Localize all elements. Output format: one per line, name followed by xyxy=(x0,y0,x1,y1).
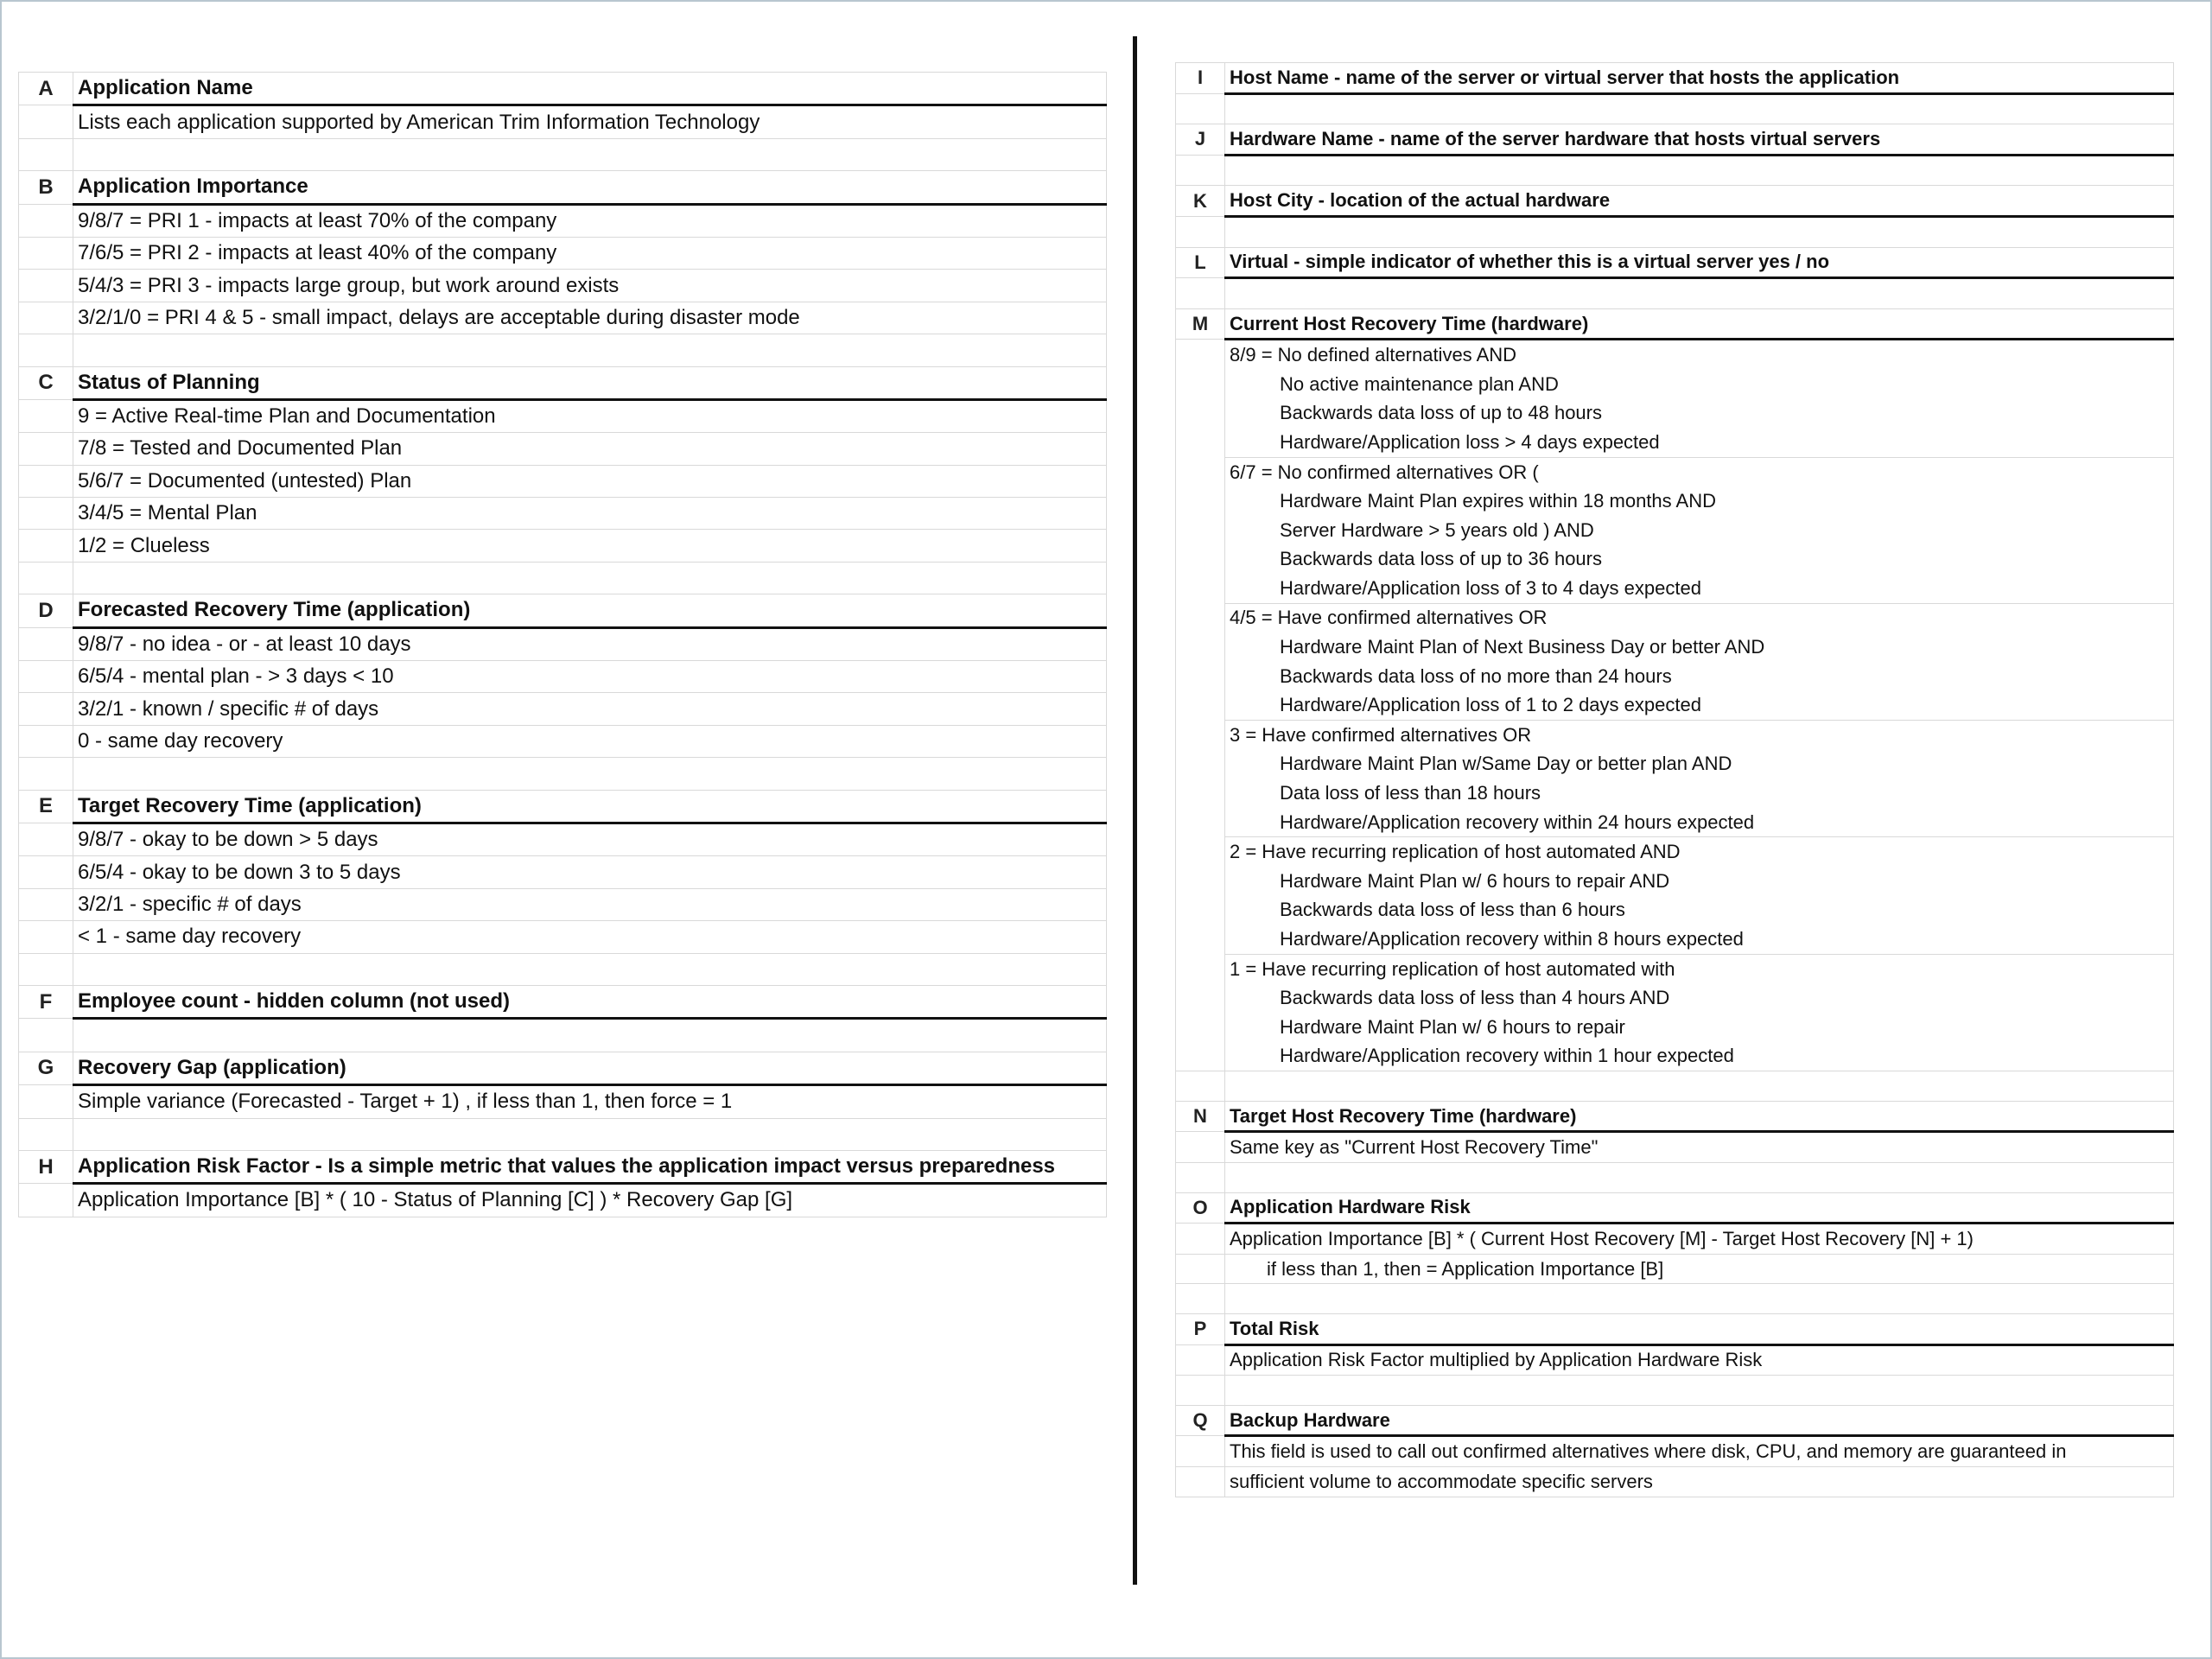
recovery-key-row xyxy=(1176,545,2174,575)
recovery-key-text: Hardware/Application recovery within 8 hours expected xyxy=(1225,925,2174,954)
description-row xyxy=(19,105,1107,138)
section-title: Application Importance xyxy=(73,171,1107,204)
recovery-key-text: Backwards data loss of no more than 24 hours xyxy=(1225,662,2174,691)
blank-row xyxy=(19,1118,1107,1150)
recovery-key-row xyxy=(1176,457,2174,486)
recovery-key-text: 8/9 = No defined alternatives AND xyxy=(1225,340,2174,370)
description-row xyxy=(19,921,1107,953)
blank-row xyxy=(19,562,1107,594)
blank-row xyxy=(19,334,1107,366)
section-title: Target Host Recovery Time (hardware) xyxy=(1225,1101,2174,1132)
description-row xyxy=(19,530,1107,562)
recovery-key-row xyxy=(1176,954,2174,983)
recovery-key-text: Server Hardware > 5 years old ) AND xyxy=(1225,516,2174,545)
description-text: 6/5/4 - okay to be down 3 to 5 days xyxy=(73,856,1107,888)
blank-row xyxy=(1176,93,2174,124)
recovery-key-text: 6/7 = No confirmed alternatives OR ( xyxy=(1225,457,2174,486)
section-letter: H xyxy=(19,1150,73,1183)
description-row xyxy=(1176,1132,2174,1163)
section-header-row xyxy=(1176,1192,2174,1224)
description-text: 9/8/7 = PRI 1 - impacts at least 70% of the company xyxy=(73,204,1107,237)
description-row xyxy=(19,302,1107,334)
blank-row xyxy=(1176,216,2174,247)
section-header-row xyxy=(1176,1101,2174,1132)
section-letter: B xyxy=(19,171,73,204)
section-header-row xyxy=(19,73,1107,105)
recovery-key-row xyxy=(1176,370,2174,399)
description-row xyxy=(1176,1224,2174,1255)
description-row xyxy=(19,204,1107,237)
section-letter: G xyxy=(19,1052,73,1084)
section-title: Hardware Name - name of the server hardware that hosts virtual servers xyxy=(1225,124,2174,156)
section-title: Application Risk Factor - Is a simple metric that values the application impact versus preparedness xyxy=(73,1150,1107,1183)
description-text: 3/2/1 - known / specific # of days xyxy=(73,693,1107,725)
description-row xyxy=(19,888,1107,920)
section-title: Backup Hardware xyxy=(1225,1405,2174,1436)
description-row xyxy=(19,856,1107,888)
left-legend-table xyxy=(18,72,1107,1217)
description-text: Application Importance [B] * ( 10 - Status of Planning [C] ) * Recovery Gap [G] xyxy=(73,1184,1107,1217)
blank-row xyxy=(19,953,1107,985)
section-title: Virtual - simple indicator of whether this is a virtual server yes / no xyxy=(1225,247,2174,278)
recovery-key-row xyxy=(1176,1042,2174,1071)
description-text: 7/6/5 = PRI 2 - impacts at least 40% of the company xyxy=(73,237,1107,269)
description-row xyxy=(19,237,1107,269)
recovery-key-row xyxy=(1176,750,2174,779)
description-text: 6/5/4 - mental plan - > 3 days < 10 xyxy=(73,661,1107,693)
recovery-key-row xyxy=(1176,1013,2174,1042)
recovery-key-row xyxy=(1176,983,2174,1013)
section-title: Status of Planning xyxy=(73,366,1107,399)
recovery-key-row xyxy=(1176,721,2174,750)
recovery-key-row xyxy=(1176,808,2174,837)
blank-row xyxy=(19,758,1107,790)
description-row xyxy=(19,498,1107,530)
section-letter: K xyxy=(1176,186,1225,217)
description-text: 9 = Active Real-time Plan and Documentation xyxy=(73,399,1107,432)
section-header-row xyxy=(1176,63,2174,94)
description-row xyxy=(19,433,1107,465)
recovery-key-text: Hardware/Application loss of 3 to 4 days expected xyxy=(1225,574,2174,603)
blank-row xyxy=(1176,155,2174,186)
blank-row xyxy=(19,138,1107,170)
blank-row xyxy=(1176,1162,2174,1192)
section-title: Host City - location of the actual hardware xyxy=(1225,186,2174,217)
recovery-key-text: Hardware/Application loss > 4 days expected xyxy=(1225,428,2174,457)
description-row xyxy=(1176,1436,2174,1467)
right-legend-table xyxy=(1175,62,2174,1497)
recovery-key-text: Backwards data loss of less than 6 hours xyxy=(1225,896,2174,925)
description-row xyxy=(1176,1254,2174,1284)
recovery-key-text: Backwards data loss of less than 4 hours AND xyxy=(1225,983,2174,1013)
description-text: Simple variance (Forecasted - Target + 1) , if less than 1, then force = 1 xyxy=(73,1085,1107,1118)
recovery-key-row xyxy=(1176,662,2174,691)
description-row xyxy=(19,627,1107,660)
section-header-row xyxy=(1176,1405,2174,1436)
recovery-key-row xyxy=(1176,837,2174,867)
section-header-row xyxy=(1176,186,2174,217)
section-header-row xyxy=(19,1052,1107,1084)
section-header-row xyxy=(19,790,1107,823)
section-letter: I xyxy=(1176,63,1225,94)
section-title: Host Name - name of the server or virtual server that hosts the application xyxy=(1225,63,2174,94)
recovery-key-text: Backwards data loss of up to 36 hours xyxy=(1225,545,2174,575)
description-row xyxy=(19,725,1107,757)
recovery-key-text: Hardware Maint Plan expires within 18 months AND xyxy=(1225,486,2174,516)
recovery-key-text: Hardware Maint Plan w/ 6 hours to repair AND xyxy=(1225,867,2174,896)
description-text: 5/6/7 = Documented (untested) Plan xyxy=(73,465,1107,497)
recovery-key-row xyxy=(1176,603,2174,632)
description-text: 3/2/1/0 = PRI 4 & 5 - small impact, delays are acceptable during disaster mode xyxy=(73,302,1107,334)
recovery-key-row xyxy=(1176,516,2174,545)
section-header-row xyxy=(1176,247,2174,278)
description-row xyxy=(19,823,1107,855)
recovery-key-row xyxy=(1176,486,2174,516)
section-header-row xyxy=(1176,308,2174,340)
section-header-row xyxy=(1176,124,2174,156)
section-title: Employee count - hidden column (not used) xyxy=(73,985,1107,1018)
description-text: Same key as "Current Host Recovery Time" xyxy=(1225,1132,2174,1163)
description-row xyxy=(19,270,1107,302)
description-text: sufficient volume to accommodate specific servers xyxy=(1225,1466,2174,1497)
section-letter: C xyxy=(19,366,73,399)
section-title: Application Hardware Risk xyxy=(1225,1192,2174,1224)
recovery-key-text: Hardware Maint Plan w/Same Day or better plan AND xyxy=(1225,750,2174,779)
description-text: 9/8/7 - no idea - or - at least 10 days xyxy=(73,627,1107,660)
section-letter: E xyxy=(19,790,73,823)
description-text: This field is used to call out confirmed alternatives where disk, CPU, and memory are guaranteed in xyxy=(1225,1436,2174,1467)
blank-row xyxy=(19,1019,1107,1052)
section-letter: D xyxy=(19,594,73,627)
column-divider xyxy=(1133,36,1137,1585)
description-row xyxy=(19,1085,1107,1118)
description-text: Application Risk Factor multiplied by Application Hardware Risk xyxy=(1225,1344,2174,1376)
description-text: 9/8/7 - okay to be down > 5 days xyxy=(73,823,1107,855)
section-header-row xyxy=(19,1150,1107,1183)
blank-row xyxy=(1176,1071,2174,1102)
description-text: if less than 1, then = Application Importance [B] xyxy=(1225,1254,2174,1284)
description-row xyxy=(19,399,1107,432)
recovery-key-row xyxy=(1176,779,2174,808)
recovery-key-text: Hardware/Application recovery within 1 hour expected xyxy=(1225,1042,2174,1071)
description-text: Lists each application supported by American Trim Information Technology xyxy=(73,105,1107,138)
recovery-key-text: 3 = Have confirmed alternatives OR xyxy=(1225,721,2174,750)
recovery-key-row xyxy=(1176,690,2174,720)
recovery-key-text: Hardware Maint Plan w/ 6 hours to repair xyxy=(1225,1013,2174,1042)
section-title: Total Risk xyxy=(1225,1313,2174,1344)
section-letter: A xyxy=(19,73,73,105)
description-text: 3/2/1 - specific # of days xyxy=(73,888,1107,920)
blank-row xyxy=(1176,1284,2174,1314)
section-letter: F xyxy=(19,985,73,1018)
section-header-row xyxy=(19,594,1107,627)
recovery-key-row xyxy=(1176,867,2174,896)
recovery-key-row xyxy=(1176,340,2174,370)
section-title: Recovery Gap (application) xyxy=(73,1052,1107,1084)
description-text: 5/4/3 = PRI 3 - impacts large group, but work around exists xyxy=(73,270,1107,302)
section-title: Forecasted Recovery Time (application) xyxy=(73,594,1107,627)
description-text: 3/4/5 = Mental Plan xyxy=(73,498,1107,530)
description-row xyxy=(19,693,1107,725)
section-letter: M xyxy=(1176,308,1225,340)
section-letter: N xyxy=(1176,1101,1225,1132)
description-row xyxy=(19,1184,1107,1217)
description-row xyxy=(19,661,1107,693)
section-title: Current Host Recovery Time (hardware) xyxy=(1225,308,2174,340)
description-row xyxy=(1176,1466,2174,1497)
section-letter: Q xyxy=(1176,1405,1225,1436)
blank-row xyxy=(1176,278,2174,309)
description-row xyxy=(19,465,1107,497)
section-header-row xyxy=(19,171,1107,204)
section-title: Application Name xyxy=(73,73,1107,105)
description-row xyxy=(1176,1344,2174,1376)
section-header-row xyxy=(1176,1313,2174,1344)
recovery-key-text: Hardware/Application loss of 1 to 2 days expected xyxy=(1225,690,2174,720)
recovery-key-text: 2 = Have recurring replication of host automated AND xyxy=(1225,837,2174,867)
section-title: Target Recovery Time (application) xyxy=(73,790,1107,823)
recovery-key-row xyxy=(1176,574,2174,603)
section-header-row xyxy=(19,366,1107,399)
description-text: Application Importance [B] * ( Current Host Recovery [M] - Target Host Recovery [N] + 1) xyxy=(1225,1224,2174,1255)
blank-row xyxy=(1176,1376,2174,1406)
section-header-row xyxy=(19,985,1107,1018)
description-text: 1/2 = Clueless xyxy=(73,530,1107,562)
description-text: < 1 - same day recovery xyxy=(73,921,1107,953)
section-letter: J xyxy=(1176,124,1225,156)
recovery-key-text: 1 = Have recurring replication of host automated with xyxy=(1225,954,2174,983)
recovery-key-text: 4/5 = Have confirmed alternatives OR xyxy=(1225,603,2174,632)
recovery-key-row xyxy=(1176,399,2174,429)
recovery-key-text: Hardware Maint Plan of Next Business Day or better AND xyxy=(1225,632,2174,662)
recovery-key-row xyxy=(1176,632,2174,662)
recovery-key-row xyxy=(1176,896,2174,925)
recovery-key-row xyxy=(1176,925,2174,954)
recovery-key-row xyxy=(1176,428,2174,457)
description-text: 7/8 = Tested and Documented Plan xyxy=(73,433,1107,465)
section-letter: L xyxy=(1176,247,1225,278)
recovery-key-text: Data loss of less than 18 hours xyxy=(1225,779,2174,808)
recovery-key-text: Hardware/Application recovery within 24 hours expected xyxy=(1225,808,2174,837)
section-letter: P xyxy=(1176,1313,1225,1344)
recovery-key-text: Backwards data loss of up to 48 hours xyxy=(1225,399,2174,429)
description-text: 0 - same day recovery xyxy=(73,725,1107,757)
section-letter: O xyxy=(1176,1192,1225,1224)
recovery-key-text: No active maintenance plan AND xyxy=(1225,370,2174,399)
